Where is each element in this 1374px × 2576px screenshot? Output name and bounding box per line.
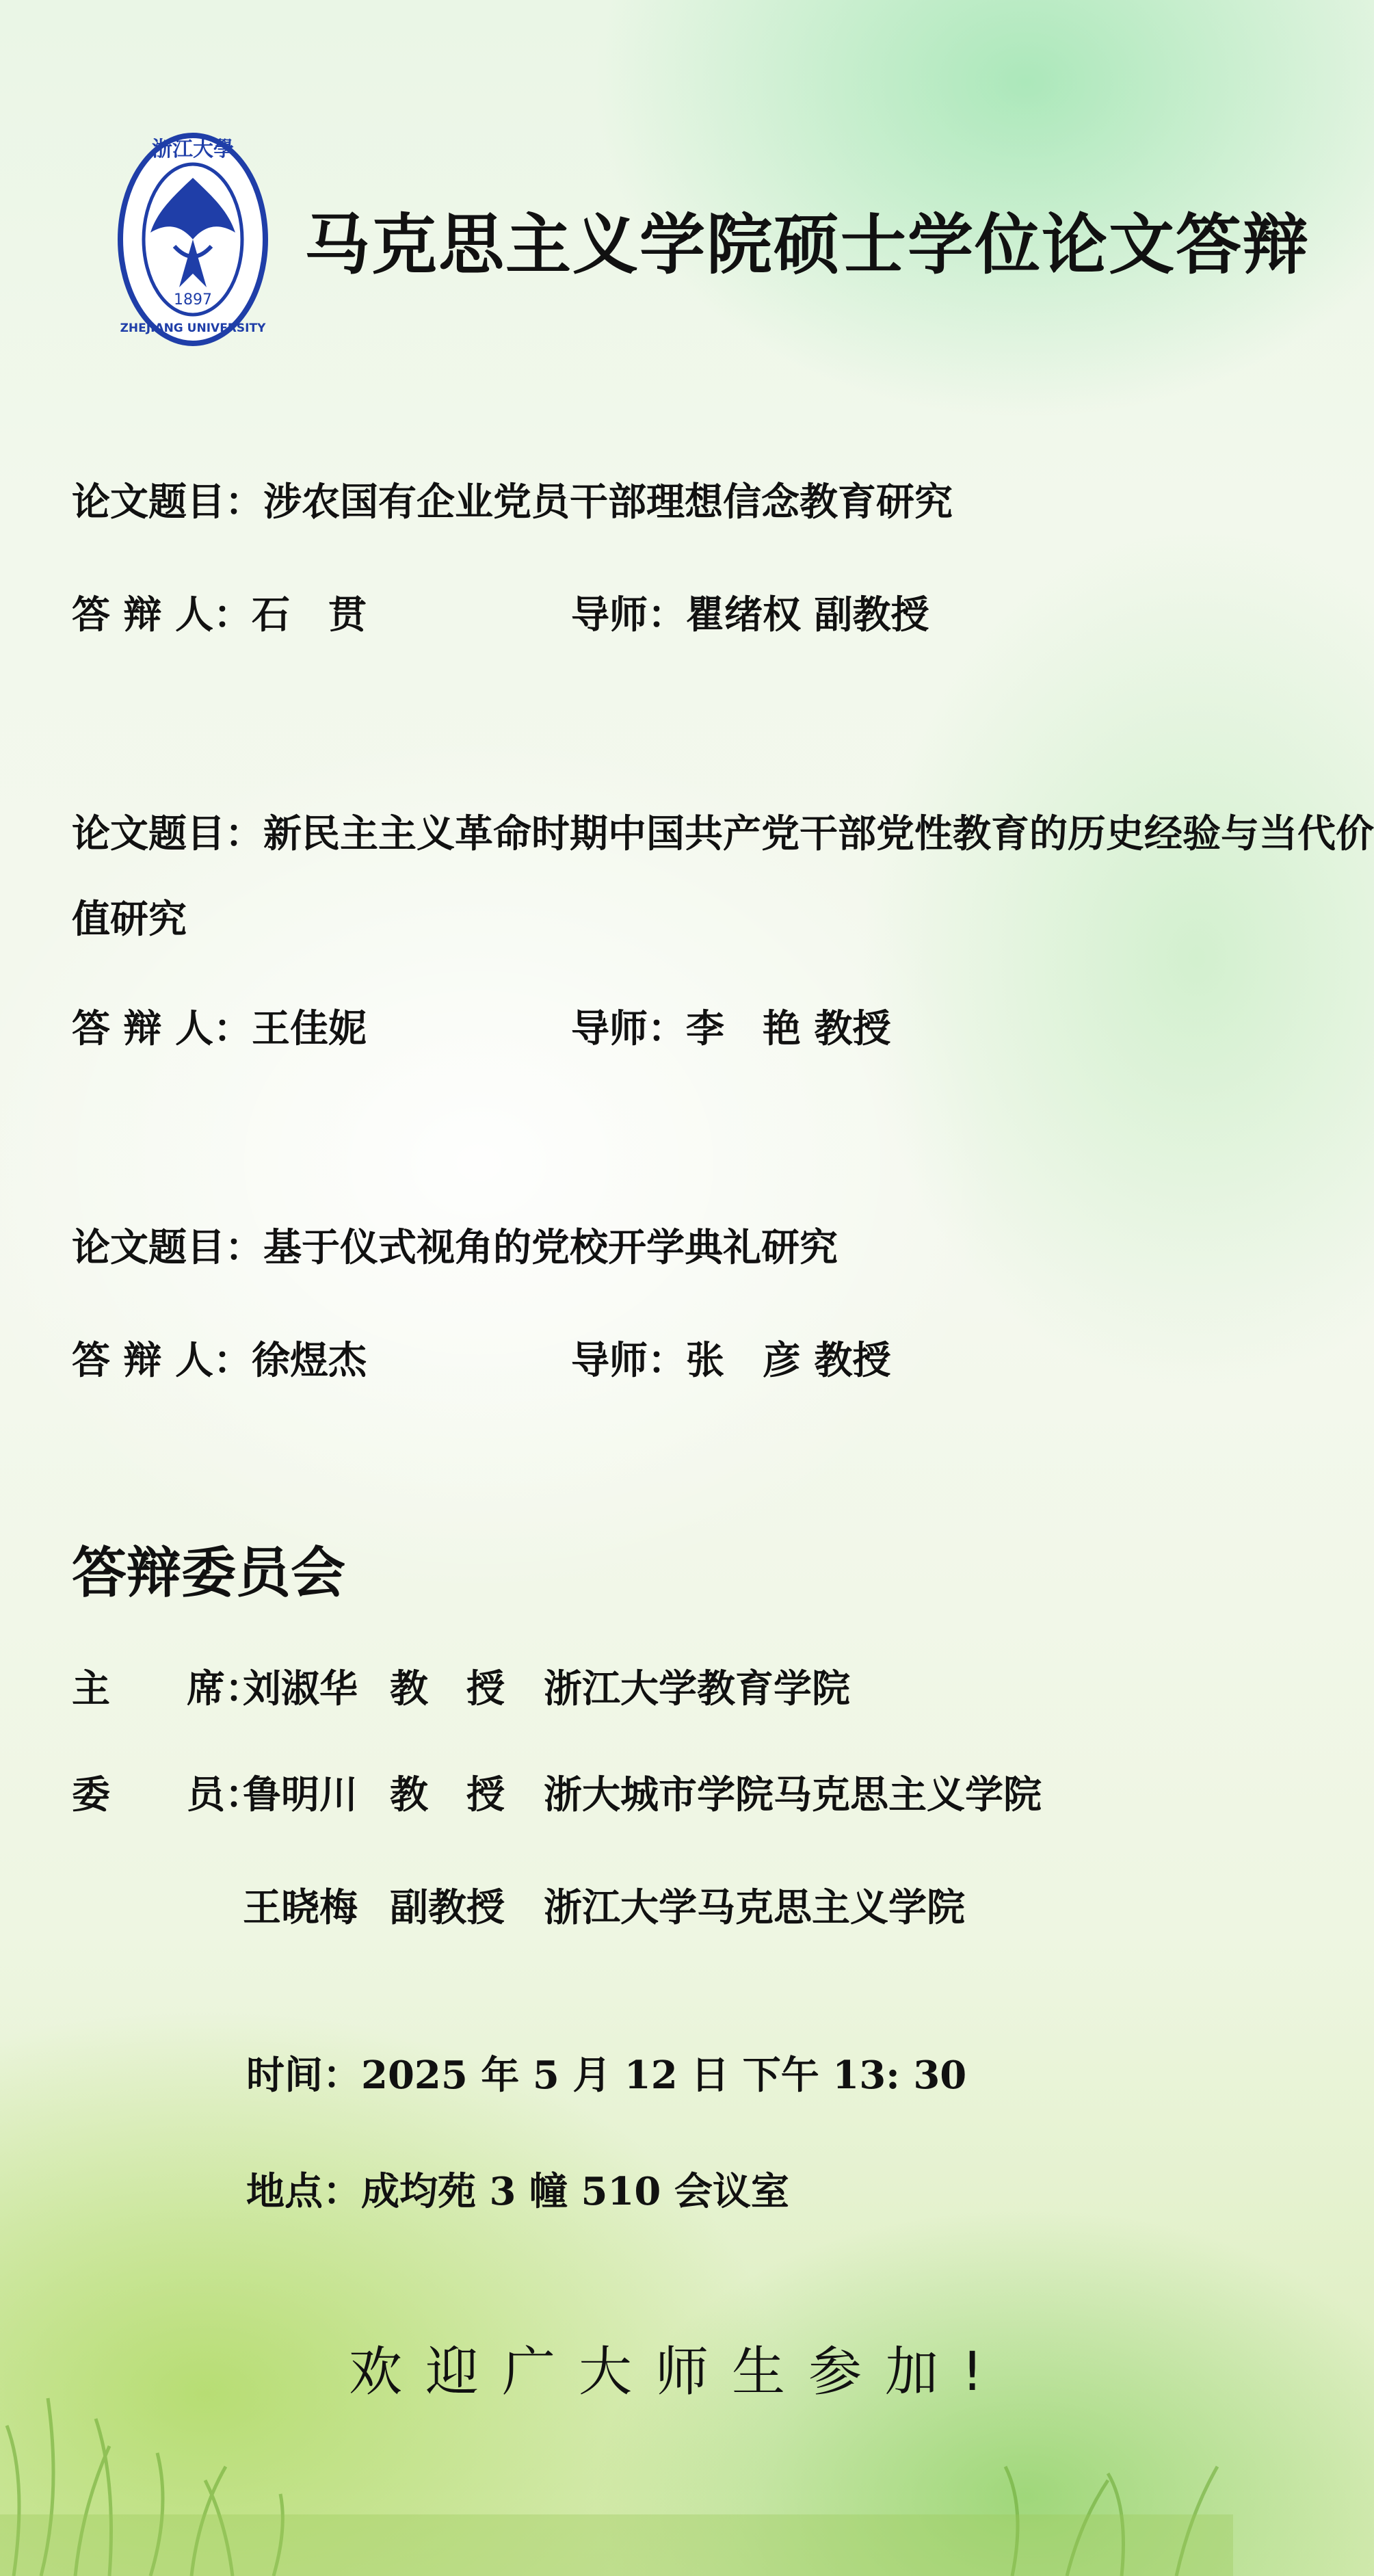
- member-2-name: 王晓梅: [243, 1885, 358, 1930]
- event-time-row: [246, 2045, 966, 2100]
- thesis-1-defender-row: [72, 585, 367, 640]
- member-label: 委 员：: [72, 1772, 263, 1817]
- thesis-1-advisor: 瞿绪权 副教授: [686, 592, 929, 638]
- thesis-2-defender-row: [72, 999, 367, 1053]
- event-place-row: [246, 2161, 789, 2216]
- chair-rank: 教 授: [390, 1666, 505, 1711]
- chair-label: 主 席：: [72, 1666, 263, 1711]
- welcome-message: 欢迎广大师生参加!: [349, 2341, 1007, 2403]
- thesis-1-topic-row: [72, 472, 953, 527]
- thesis-1-defender: 石 贯: [252, 592, 367, 638]
- thesis-2-topic: 新民主主义革命时期中国共产党干部党性教育的历史经验与当代价: [263, 811, 1374, 856]
- thesis-3-advisor: 张 彦 教授: [686, 1338, 891, 1383]
- member-1-rank: 教 授: [390, 1772, 505, 1817]
- thesis-3-defender-row: [72, 1330, 367, 1385]
- member-1-org: 浙大城市学院马克思主义学院: [544, 1772, 1042, 1817]
- logo-text-top: 浙江大學: [152, 137, 234, 161]
- defender-label: 答 辩 人：: [72, 592, 252, 638]
- thesis-3-advisor-row: [571, 1330, 891, 1385]
- zhejiang-university-logo-icon: [116, 130, 270, 349]
- topic-label: 论文题目：: [72, 811, 263, 856]
- chair-org: 浙江大学教育学院: [544, 1666, 850, 1711]
- logo-text-bottom: ZHEJIANG UNIVERSITY: [120, 321, 266, 335]
- member-2-org: 浙江大学马克思主义学院: [544, 1885, 965, 1930]
- thesis-2-topic-continued: 值研究: [72, 897, 187, 942]
- thesis-1-topic: 涉农国有企业党员干部理想信念教育研究: [263, 479, 953, 525]
- defender-label: 答 辩 人：: [72, 1338, 252, 1383]
- member-1-name: 鲁明川: [243, 1772, 358, 1817]
- thesis-1-advisor-row: [571, 585, 929, 640]
- page-title: 马克思主义学院硕士学位论文答辩: [304, 207, 1310, 283]
- thesis-2-topic-row: [72, 804, 1374, 858]
- time-label: 时间：: [246, 2053, 361, 2098]
- thesis-2-defender: 王佳妮: [252, 1006, 367, 1051]
- thesis-3-topic-row: [72, 1218, 838, 1272]
- chair-name: 刘淑华: [243, 1666, 358, 1711]
- place-label: 地点：: [246, 2169, 361, 2214]
- thesis-3-defender: 徐煜杰: [252, 1338, 367, 1383]
- logo-year: 1897: [174, 291, 212, 308]
- advisor-label: 导师：: [571, 592, 686, 638]
- member-2-rank: 副教授: [390, 1885, 505, 1930]
- defender-label: 答 辩 人：: [72, 1006, 252, 1051]
- topic-label: 论文题目：: [72, 1225, 263, 1270]
- event-place: 成均苑 3 幢 510 会议室: [361, 2169, 789, 2214]
- topic-label: 论文题目：: [72, 479, 263, 525]
- event-time: 2025 年 5 月 12 日 下午 13: 30: [361, 2053, 967, 2098]
- committee-title: 答辩委员会: [72, 1541, 345, 1605]
- thesis-2-advisor-row: [571, 999, 891, 1053]
- advisor-label: 导师：: [571, 1338, 686, 1383]
- thesis-2-advisor: 李 艳 教授: [686, 1006, 891, 1051]
- thesis-3-topic: 基于仪式视角的党校开学典礼研究: [263, 1225, 838, 1270]
- advisor-label: 导师：: [571, 1006, 686, 1051]
